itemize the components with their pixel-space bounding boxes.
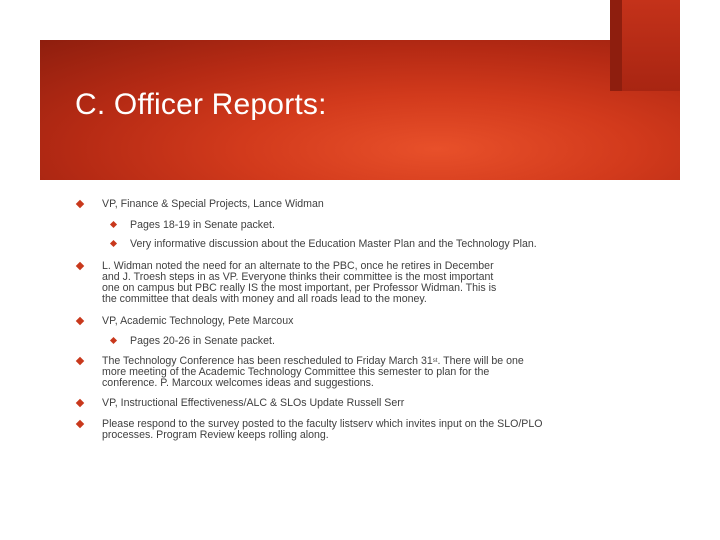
bullet-item: VP, Academic Technology, Pete Marcoux: [102, 315, 294, 327]
sub-bullet-icon: [110, 221, 117, 228]
sub-bullet-item: Very informative discussion about the Education Master Plan and the Technology Plan.: [130, 238, 537, 250]
bullet-item-text: The Technology Conference has been rescheduled to Friday March 31: [102, 355, 433, 367]
bullet-icon: [76, 399, 84, 407]
sub-bullet-icon: [110, 337, 117, 344]
bullet-item-text: . There will be one: [437, 355, 524, 367]
bullet-item-line: L. Widman noted the need for an alternate to the PBC, once he retires in December: [102, 260, 494, 272]
sub-bullet-item: Pages 18-19 in Senate packet.: [130, 219, 275, 231]
bullet-item: VP, Instructional Effectiveness/ALC & SLOs Update Russell Serr: [102, 397, 405, 409]
bullet-icon: [76, 200, 84, 208]
ordinal-suffix: st: [432, 358, 438, 364]
bullet-item-line: conference. P. Marcoux welcomes ideas and suggestions.: [102, 377, 374, 389]
bullet-icon: [76, 357, 84, 365]
bullet-item-line: [102, 356, 524, 367]
bullet-item-line: processes. Program Review keeps rolling along.: [102, 429, 329, 441]
bullet-item-line: Please respond to the survey posted to the faculty listserv which invites input on the SLO/PLO: [102, 418, 543, 430]
sub-bullet-item: Pages 20-26 in Senate packet.: [130, 335, 275, 347]
slide-title: C. Officer Reports:: [75, 88, 327, 121]
bullet-item-line: one on campus but PBC really IS the most important, per Professor Widman. This is: [102, 282, 497, 294]
bullet-icon: [76, 317, 84, 325]
bullet-item: VP, Finance & Special Projects, Lance Widman: [102, 198, 324, 210]
bullet-item-line: the committee that deals with money and all roads lead to the money.: [102, 293, 427, 305]
bullet-icon: [76, 420, 84, 428]
sub-bullet-icon: [110, 240, 117, 247]
bullet-item-line: and J. Troesh steps in as VP. Everyone thinks their committee is the most important: [102, 271, 494, 283]
bullet-item-line: more meeting of the Academic Technology Committee this semester to plan for the: [102, 366, 490, 378]
bullet-icon: [76, 262, 84, 270]
